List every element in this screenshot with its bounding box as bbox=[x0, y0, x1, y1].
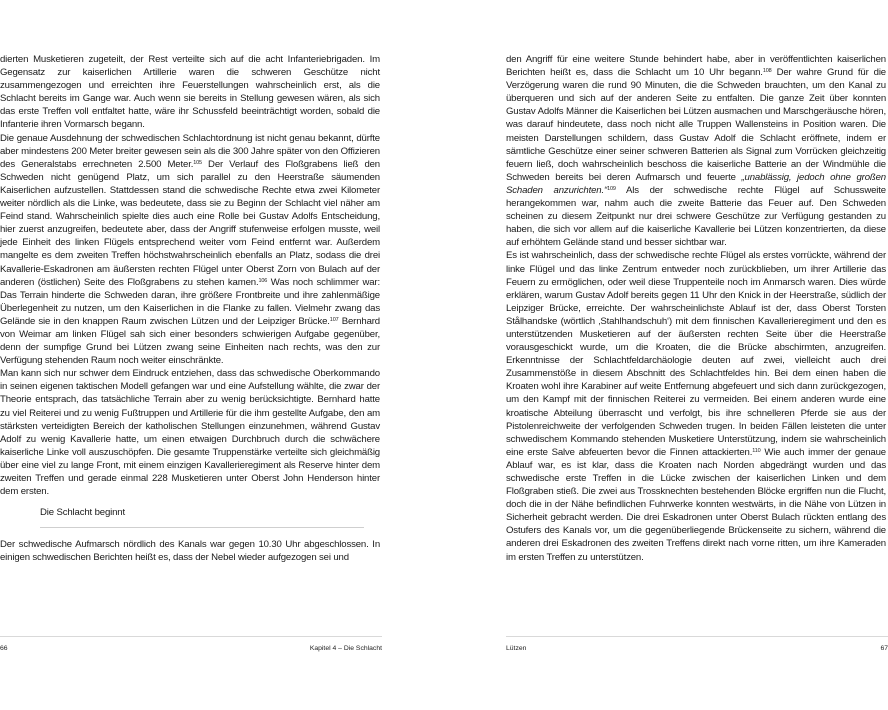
page-number: 66 bbox=[0, 645, 8, 652]
left-p2-text-c: Was noch schlimmer war: Das Terrain hinderte die Schweden daran, ihre größere Frontbreite und ihre zahlenmäßige Überlegenheit zu nutzen, um den Kaiserlichen in die Flanke zu fallen. Vielmehr zwang das Gelände sie in den knappen Raum zwischen Lützen und der Leipziger Brücke. bbox=[0, 276, 380, 327]
left-text-column bbox=[0, 53, 380, 564]
footnote-ref-106[interactable]: 106 bbox=[258, 277, 268, 284]
running-head: Lützen bbox=[506, 645, 527, 652]
right-p1-text-a: den Angriff für eine weitere Stunde behindert habe, aber in veröffentlichten kaiserlichen Berichten heißt es, dass die Schlacht um 10 Uhr begann. bbox=[506, 54, 886, 79]
left-p2-text: Die genaue Ausdehnung der schwedischen Schlachtordnung ist nicht genau bekannt, dürfte aber mindestens 200 Meter breiter gewesen sein als die 300 Jahre später von den Offizieren des Generalstabs errechneten 2.500 Meter. bbox=[0, 132, 380, 170]
footnote-ref-108[interactable]: 108 bbox=[762, 68, 772, 75]
right-p2-text-a: Es ist wahrscheinlich, dass der schwedische rechte Flügel als erstes vorrückte, während der linke Flügel und das linke Zentrum entweder noch zurückblieben, um ihrer Artillerie das Feuern zu ermöglichen, oder weil diese Truppenteile noch im Anmarsch waren. Dies würde erklären, warum Gustav Adolf bereits gegen 11 Uhr den Knick in der Heerstraße, südlich der Leipziger Brücke, erreichte. Der wahrscheinlichste Ablauf ist der, dass Oberst Torsten Stålhandske (wörtlich ‚Stahlhandschuh‘) mit dem finnischen Kavallerieregiment und den es unterstützenden Musketieren auf der äußersten rechten Seite über die Heerstraße vorausgeschickt wurde, um die Kroaten, die die Brücke abschirmten, anzugreifen. Erkenntnisse der Schlachtfeldarchäologie deuten auf zwei, vielleicht auch drei Zusammenstöße in diesem Abschnitt des Schlachtfeldes hin. Bei dem einen haben die Kroaten wohl ihre Karabiner auf weite Entfernung abgefeuert und sich dann zurückgezogen, um den Kampf mit der finnischen Reiterei zu vermeiden. Bei einem anderen wurde eine kroatische Abteilung überrascht und verfolgt, bis ihre schnelleren Pferde sie aus der Pistolenreichweite der verfolgenden Schweden trugen. In beiden Fällen leisteten die unter schwedischem Kommando stehenden Musketiere Unterstützung, indem sie wahrscheinlich eine erste Salve abfeuerten bevor die Finnen attackierten. bbox=[506, 250, 886, 458]
page-number: 67 bbox=[880, 645, 888, 652]
right-text-column bbox=[506, 53, 886, 564]
left-p2-text-d: Bernhard von Weimar am linken Flügel sah sich einer besonders schwierigen Aufgabe gegenüber, denn der sumpfige Grund bei Lützen zwang seine Einheiten nach rechts, was den zur Verfügung stehenden Raum noch weiter einschränkte. bbox=[0, 315, 380, 367]
right-page bbox=[506, 0, 888, 710]
right-p2-text-b: Wie auch immer der genaue Ablauf war, es ist klar, dass die Kroaten nach Norden abgedrängt wurden und das schwedische erste Treffen in die Lücke zwischen der kaiserlichen Linken und dem Floßgraben stieß. Die zwei aus Trossknechten bestehenden Blöcke ergriffen nun die Flucht, doch die in der Nähe befindlichen Fuhrwerke konnten westwärts, in die Nähe von Lützen in Sicherheit gebracht werden. Die drei Eskadronen unter Oberst Bulach rückten entlang des Ostufers des Kanals vor, um die gegenüberliegende Brückenseite zu sichern, während die anderen drei Eskadronen des zweiten Treffens direkt nach vorne ritten, um ihre Kameraden im ersten Treffen zu unterstützen. bbox=[506, 446, 886, 563]
quotation: „unablässig, jedoch ohne großen Schaden anzurichten.“ bbox=[506, 171, 886, 196]
footer-rule bbox=[0, 636, 382, 637]
right-p1-text-c: Als der schwedische rechte Flügel auf Schussweite herangekommen war, nahm auch die zweite Batterie das Feuer auf. Den Schweden scheinen zu diesem Zeitpunkt nur drei schwere Geschütze zur Verfügung gestanden zu haben, die sich vor allem auf die kaiserliche Kavallerie bei Lützen konzentrierten, da diese auf erhöhtem Gelände stand und besser sichtbar war. bbox=[506, 184, 886, 249]
footnote-ref-109[interactable]: 109 bbox=[607, 185, 616, 192]
left-paragraph-3: Man kann sich nur schwer dem Eindruck entziehen, dass das schwedische Oberkommando in seinen eigenen taktischen Modell gefangen war und eine Aufstellung wählte, die zwar der Theorie entsprach, das tatsächliche Terrain aber zu wenig berücksichtigte. Bernhard hatte zu viel Reiterei und zu wenig Fußtruppen und Artillerie für die ihm gestellte Aufgabe, den am stärksten verteidigten Bereich der katholischen Stellungen einzunehmen, während Gustav Adolf zu wenig Kavallerie hatte, um einen etwaigen Durchbruch durch die schwächere kaiserliche Linke voll auszuschöpfen. Die gesamte Truppenstärke verteilte sich gleichmäßig über eine viel zu lange Front, mit einem einzigen Kavallerieregiment als Reserve hinter dem zweiten Treffen und gerade einmal 228 Musketieren unter Oberst John Henderson hinter dem ersten. bbox=[0, 368, 380, 498]
left-paragraph-2 bbox=[0, 132, 380, 368]
right-paragraph-1 bbox=[506, 53, 886, 249]
right-p1-text-b: Der wahre Grund für die Verzögerung waren die rund 90 Minuten, die die Schweden brauchten, um den Kanal zu überqueren und sich auf der anderen Seite zu entfalten. Die ganze Zeit über konnten Gustav Adolfs Männer die Kaiserlichen bei Lützen ausmachen und Marschgeräusche hören, was darauf hindeutete, dass noch nicht alle Truppen Wallensteins in Position waren. Die meisten Darstellungen schildern, dass Gustav Adolf die Schlacht eröffnete, indem er sämtliche Geschütze einer seiner schweren Batterien als Signal zum Vorrücken gleichzeitig feuern ließ, doch wahrscheinlich beschoss die kaiserliche Batterie an der Windmühle die Schweden bereits bei deren Aufmarsch und feuerte bbox=[506, 67, 886, 183]
right-paragraph-2 bbox=[506, 249, 886, 563]
running-head: Kapitel 4 – Die Schlacht bbox=[309, 645, 382, 652]
left-p2-text-b: Der Verlauf des Floßgrabens ließ den Schweden nicht genügend Platz, um sich parallel zu den Heerstraße säumenden Kaiserlichen aufzustellen. Stattdessen stand die schwedische Rechte etwa zwei Kilometer weiter nördlich als die Linke, was bedeutete, dass sie zu Beginn der Schlacht viel näher am Feind stand. Wahrscheinlich spielte dies auch eine Rolle bei Gustav Adolfs Entscheidung, hier zuerst anzugreifen, bedeutete aber, dass der Angriff stufenweise erfolgen musste, weil jede Einheit des linken Flügels entsprechend weiter vom Feind entfernt war. Außerdem mangelte es dem zweiten Treffen höchstwahrscheinlich ebenfalls an Platz, sodass die drei Kavallerie-Eskadronen am äußersten rechten Flügel unter Oberst Zorn von Bulach auf der anderen (östlichen) Seite des Floßgrabens zu stehen kamen. bbox=[0, 158, 380, 288]
footnote-ref-110[interactable]: 110 bbox=[752, 447, 761, 454]
section-heading: Die Schlacht beginnt bbox=[40, 506, 364, 528]
left-page bbox=[0, 0, 382, 710]
left-paragraph-1: dierten Musketieren zugeteilt, der Rest verteilte sich auf die acht Infanteriebrigaden. Im Gegensatz zur kaiserlichen Artillerie waren die schweren Geschütze nicht zusammengezogen und erreichten ihre Feuerstellungen wahrscheinlich erst, als die Schlacht bereits im Gange war. Auch wenn sie bereits in Stellung gewesen wären, als sich das erste Treffen voll entfaltet hatte, wäre ihr Schussfeld beeinträchtigt worden, sobald die Infanterie ihren Vormarsch begann. bbox=[0, 54, 380, 131]
footnote-ref-105[interactable]: 105 bbox=[193, 159, 202, 166]
footnote-ref-107[interactable]: 107 bbox=[329, 316, 339, 323]
footer-rule bbox=[506, 636, 888, 637]
left-paragraph-4: Der schwedische Aufmarsch nördlich des Kanals war gegen 10.30 Uhr abgeschlossen. In einigen schwedischen Berichten heißt es, dass der Nebel wieder aufgezogen sei und bbox=[0, 539, 380, 564]
